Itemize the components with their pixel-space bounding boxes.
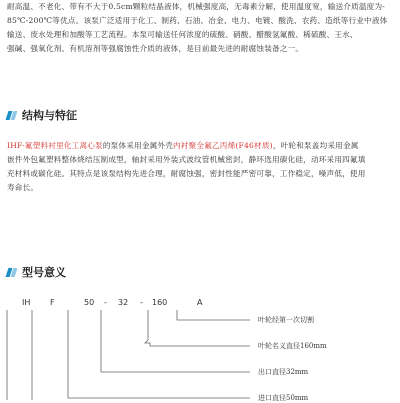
intro-line: 耐高温、不老化、带有不大于0.5cm颗粒结晶液体，机械强度高，无毒素分解，使用温度宽，输送介质温度为- <box>7 2 386 11</box>
model-code-dash: - <box>104 298 107 307</box>
intro-line: 输送、废水处理和加酸等工艺流程。本泵可输送任何浓度的硫酸、硝酸、醋酸氢氟酸、稀硫酸、王水、 <box>7 30 358 39</box>
structure-line: 充材料或碳化硅。其特点是该泵结构先进合理，耐腐蚀强，密封性能严密可靠，工作稳定，噪声低，使用 <box>7 169 366 178</box>
model-code-part: 160 <box>152 298 168 307</box>
bracket-line-inlet <box>68 310 250 398</box>
model-desc-impeller-diameter: 叶轮名义直径160mm <box>258 342 327 350</box>
intro-line: 强碱、强氧化剂、有机溶剂等强腐蚀性介质的液体，是目前最先进的耐腐蚀装备之一。 <box>7 44 304 53</box>
model-code-part: 32 <box>118 298 129 307</box>
section-heading-text: 型号意义 <box>22 266 66 279</box>
section-heading-text: 结构与特征 <box>22 109 77 122</box>
bracket-line-outlet <box>101 310 250 372</box>
bracket-line-impeller-cut <box>177 310 250 320</box>
model-desc-impeller-cut: 叶轮经第一次切割 <box>258 316 314 324</box>
structure-line: 嵌件外包氟塑料整体烧结压制成型，轴封采用外装式波纹管机械密封，静环选用碳化硅，动环采用四氟填 <box>7 155 366 164</box>
structure-text: ，叶轮和泵盖均采用金属 <box>272 141 359 150</box>
structure-line: 寿命长。 <box>7 183 39 192</box>
highlight-product-name: IHF-氟塑料衬里化工离心泵 <box>7 141 103 150</box>
model-code-part: 50 <box>84 298 95 307</box>
bracket-line-impeller-diameter <box>145 310 250 346</box>
highlight-lining-material: 内衬聚全氟乙丙烯(F46材质) <box>173 141 273 150</box>
model-code-dash: - <box>140 298 143 307</box>
model-code-part: IH <box>22 298 31 307</box>
model-code-part: F <box>50 298 55 307</box>
model-desc-outlet-diameter: 出口直径32mm <box>258 368 309 376</box>
model-desc-inlet-diameter: 进口直径50mm <box>258 394 309 402</box>
intro-line: 85℃-200℃等优点。该泵广泛适用于化工、制药、石油、冶金、电力、电镀、酸洗、农药、造纸等行业中液体 <box>7 16 388 25</box>
structure-text: 的泵体采用金属外壳 <box>102 141 174 150</box>
model-code-part: A <box>197 298 203 307</box>
